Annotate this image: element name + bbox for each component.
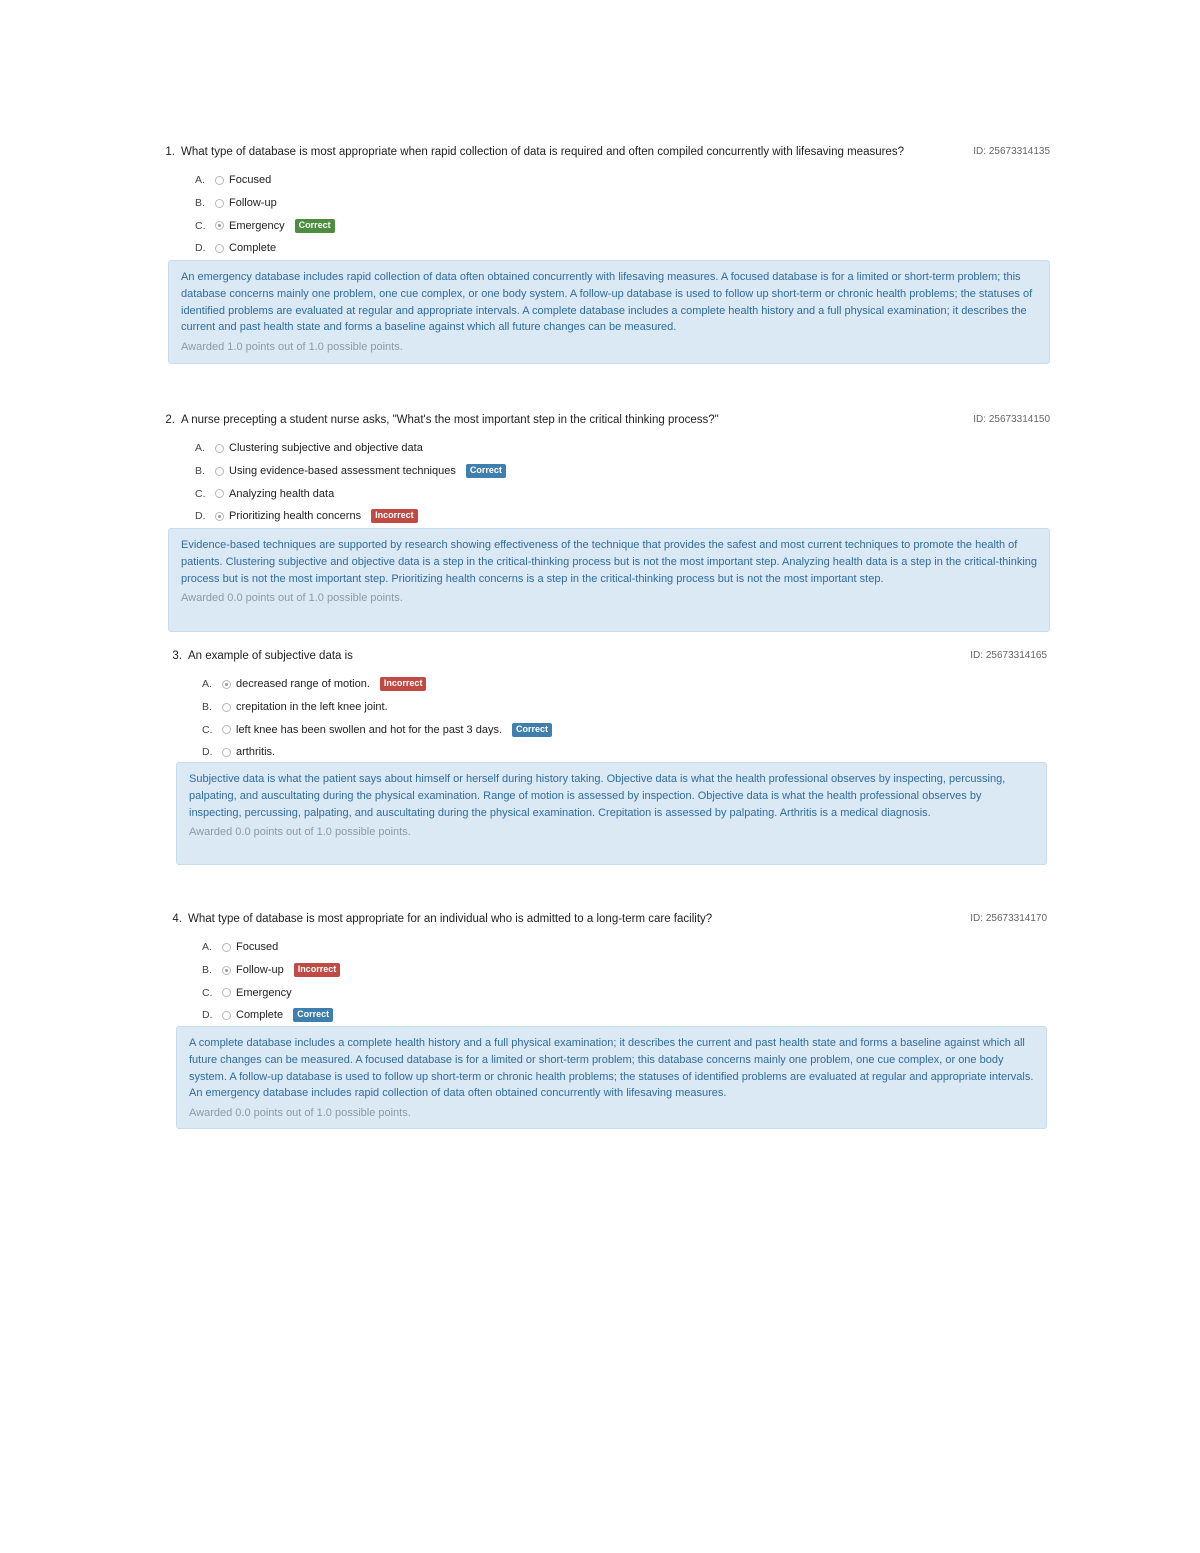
radio-button[interactable] (222, 748, 231, 757)
option-letter: B. (195, 197, 205, 210)
answer-options (163, 169, 1050, 260)
incorrect-badge: Incorrect (294, 963, 341, 977)
option-letter: A. (202, 678, 212, 691)
score-text: Awarded 0.0 points out of 1.0 possible points. (189, 1107, 411, 1120)
radio-button-selected[interactable] (215, 512, 224, 521)
answer-option[interactable] (163, 192, 1050, 215)
option-text: crepitation in the left knee joint. (236, 701, 388, 714)
option-text: decreased range of motion. (236, 678, 370, 691)
answer-options (170, 673, 1047, 764)
radio-button[interactable] (215, 199, 224, 208)
answer-option[interactable] (170, 981, 1047, 1004)
option-letter: B. (195, 465, 205, 478)
question-id: ID: 25673314135 (973, 146, 1050, 157)
option-letter: D. (195, 510, 206, 523)
option-text: Clustering subjective and objective data (229, 442, 423, 455)
radio-button[interactable] (215, 467, 224, 476)
option-letter: B. (202, 964, 212, 977)
question-1 (163, 146, 1050, 260)
option-text: Emergency (229, 219, 285, 232)
radio-button[interactable] (215, 176, 224, 185)
option-text: Focused (229, 174, 272, 187)
question-header (163, 146, 1050, 164)
correct-badge: Correct (295, 219, 335, 233)
option-letter: D. (202, 1009, 213, 1022)
question-4 (170, 913, 1047, 1027)
radio-button[interactable] (215, 444, 224, 453)
option-text: Follow-up (236, 964, 284, 977)
question-id: ID: 25673314165 (970, 650, 1047, 661)
radio-button[interactable] (222, 943, 231, 952)
answer-option[interactable] (163, 169, 1050, 192)
answer-option[interactable] (163, 460, 1050, 483)
question-number: 2. (165, 414, 175, 426)
option-letter: D. (202, 746, 213, 759)
answer-option[interactable] (170, 1004, 1047, 1027)
question-number: 1. (165, 146, 175, 158)
answer-option[interactable] (170, 741, 1047, 764)
option-text: Prioritizing health concerns (229, 510, 362, 523)
question-text: An example of subjective data is (188, 650, 353, 662)
question-3 (170, 650, 1047, 764)
option-letter: C. (195, 219, 206, 232)
option-text: left knee has been swollen and hot for the past 3 days. (236, 723, 503, 736)
correct-badge: Correct (293, 1008, 333, 1022)
radio-button[interactable] (222, 1011, 231, 1020)
feedback-panel (176, 1026, 1047, 1129)
answer-options (163, 437, 1050, 528)
option-letter: B. (202, 701, 212, 714)
radio-button[interactable] (222, 988, 231, 997)
option-letter: A. (202, 941, 212, 954)
incorrect-badge: Incorrect (371, 509, 418, 523)
feedback-text: An emergency database includes rapid collection of data often obtained concurrently with lifesaving measures. A focused database is for a limited or short-term problem; this database concerns mainly one problem, one cue complex, or one body system. A follow-up database is used to follow up short-term or chronic health problems; the statuses of identified problems are evaluated at regular and appropriate intervals. A complete database includes a complete health history and a full physical examination; it describes the current and past health state and forms a baseline against which all future changes can be measured. (181, 271, 1033, 334)
option-letter: C. (202, 986, 213, 999)
radio-button-selected[interactable] (222, 966, 231, 975)
option-text: Complete (236, 1009, 284, 1022)
radio-button[interactable] (215, 244, 224, 253)
feedback-panel (168, 528, 1050, 632)
answer-option[interactable] (170, 696, 1047, 719)
feedback-text: Evidence-based techniques are supported by research showing effectiveness of the technique that provides the safest and most current techniques to promote the health of patients. Clustering subjective and objective data is a step in the critical-thinking process but is not the most important step. Analyzing health data is a step in the critical-thinking process but is not the most important step. Prioritizing health concerns is a step in the critical-thinking process but is not the most important step. (181, 539, 1038, 585)
option-text: Using evidence-based assessment techniques (229, 465, 456, 478)
question-number: 3. (172, 650, 182, 662)
answer-option[interactable] (170, 673, 1047, 696)
radio-button[interactable] (222, 703, 231, 712)
score-text: Awarded 0.0 points out of 1.0 possible points. (181, 592, 403, 605)
option-text: arthritis. (236, 746, 276, 759)
option-text: Analyzing health data (229, 487, 335, 500)
radio-button[interactable] (222, 725, 231, 734)
option-text: Focused (236, 941, 279, 954)
question-number: 4. (172, 913, 182, 925)
answer-option[interactable] (163, 437, 1050, 460)
feedback-panel (168, 260, 1050, 364)
answer-option[interactable] (170, 959, 1047, 982)
question-header (170, 913, 1047, 931)
feedback-text: A complete database includes a complete health history and a full physical examination; it describes the current and past health state and forms a baseline against which all future changes can be measured. A focused database is for a limited or short-term problem; this database concerns mainly one problem, one cue complex, or one body system. A follow-up database is used to follow up short-term or chronic health problems; the statuses of identified problems are evaluated at regular and appropriate intervals. An emergency database includes rapid collection of data often obtained concurrently with lifesaving measures. (189, 1037, 1034, 1100)
option-letter: C. (195, 487, 206, 500)
score-text: Awarded 0.0 points out of 1.0 possible points. (189, 826, 411, 839)
answer-options (170, 936, 1047, 1027)
radio-button[interactable] (215, 489, 224, 498)
score-text: Awarded 1.0 points out of 1.0 possible points. (181, 341, 403, 354)
question-text: What type of database is most appropriate for an individual who is admitted to a long-term care facility? (188, 913, 713, 925)
correct-badge: Correct (466, 464, 506, 478)
question-2 (163, 414, 1050, 528)
answer-option[interactable] (163, 482, 1050, 505)
answer-option[interactable] (170, 936, 1047, 959)
correct-badge: Correct (512, 723, 552, 737)
question-text: A nurse precepting a student nurse asks, "What's the most important step in the critical thinking process?" (181, 414, 719, 426)
feedback-text: Subjective data is what the patient says about himself or herself during history taking. Objective data is what the health professional observes by inspecting, percussing, palpating, and auscultating during the physical examination. Range of motion is assessed by inspection. Objective data is what the health professional observes by inspecting, percussing, palpating, and auscultating during the physical examination. Crepitation is assessed by palpating. Arthritis is a medical diagnosis. (189, 773, 1006, 819)
option-text: Complete (229, 242, 277, 255)
option-letter: A. (195, 174, 205, 187)
option-text: Emergency (236, 986, 292, 999)
question-id: ID: 25673314170 (970, 913, 1047, 924)
answer-option[interactable] (163, 505, 1050, 528)
feedback-panel (176, 762, 1047, 865)
incorrect-badge: Incorrect (380, 677, 427, 691)
answer-option[interactable] (163, 214, 1050, 237)
option-text: Follow-up (229, 197, 277, 210)
answer-option[interactable] (163, 237, 1050, 260)
radio-button-selected[interactable] (222, 680, 231, 689)
question-id: ID: 25673314150 (973, 414, 1050, 425)
option-letter: D. (195, 242, 206, 255)
option-letter: C. (202, 723, 213, 736)
question-header (163, 414, 1050, 432)
radio-button-selected[interactable] (215, 221, 224, 230)
option-letter: A. (195, 442, 205, 455)
question-text: What type of database is most appropriate when rapid collection of data is required and often compiled concurrently with lifesaving measures? (181, 146, 904, 158)
answer-option[interactable] (170, 718, 1047, 741)
question-header (170, 650, 1047, 668)
